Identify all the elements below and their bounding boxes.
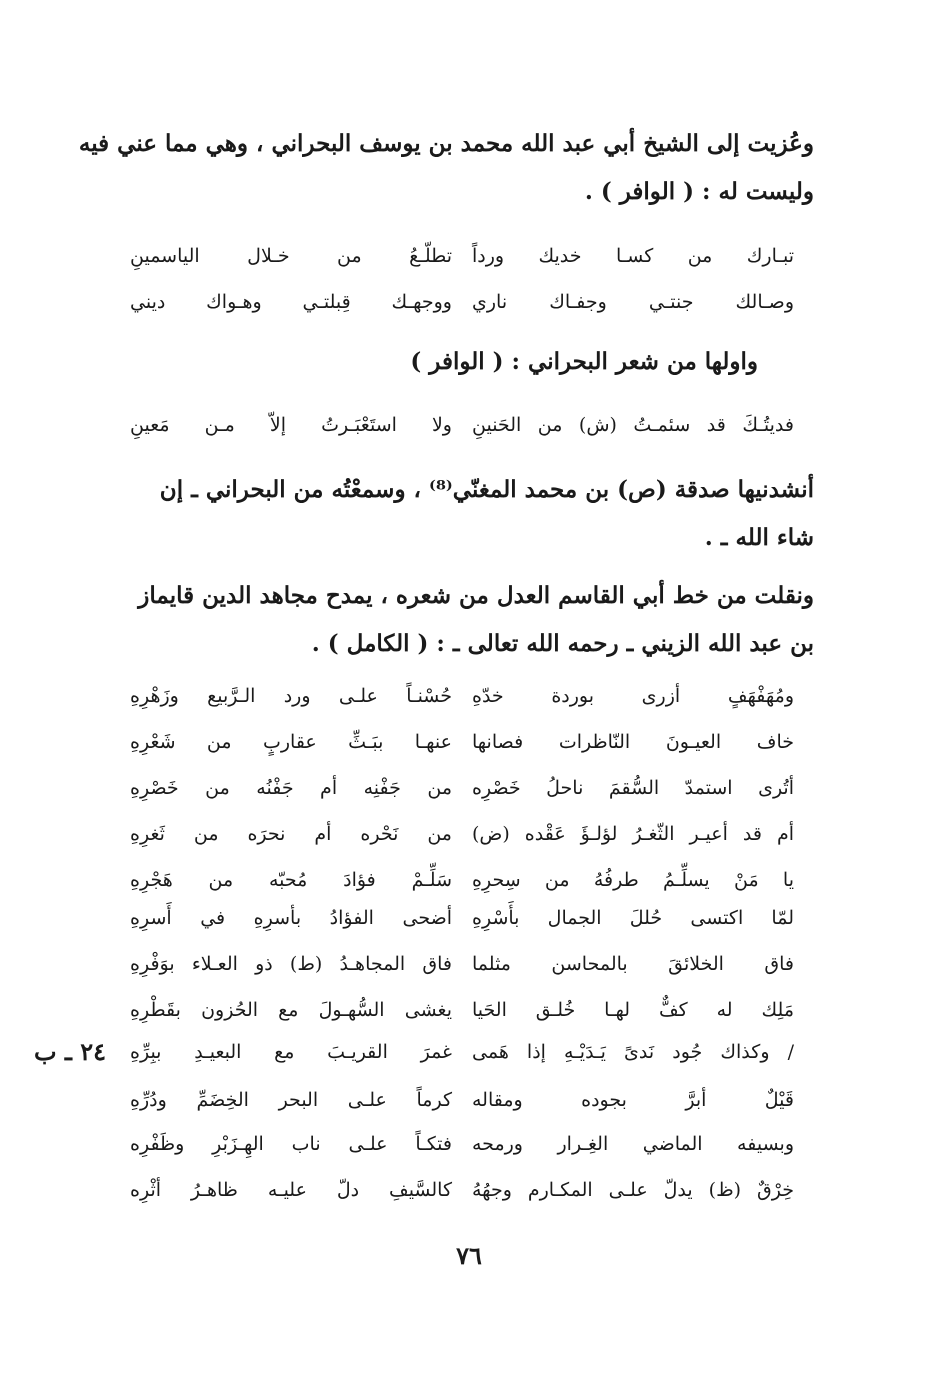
verse-line xyxy=(130,814,794,854)
verse-second-hemistich: فتكـاً علـى ناب الهِـزَبْرِ وظَفْرِه xyxy=(130,1133,452,1155)
verse-second-hemistich: سَلِّـمْ فؤادَ مُحبّه من هَجْرِهِ xyxy=(130,869,452,891)
verse-first-hemistich: يا مَنْ يسلِّـمُ طرفُهُ من سِحرِهِ xyxy=(472,869,794,891)
verse-line xyxy=(130,860,794,900)
verse-second-hemistich: من نَحْره أم نحرَه من ثَغرِهِ xyxy=(130,823,452,845)
verse-second-hemistich: حُسْنـاً علـى ورد الـرَّبيع وزَهْرِهِ xyxy=(130,685,452,707)
verse-first-hemistich: خِرْقٌ (ظ) يدلّ علـى المكـارم وجهُهُ xyxy=(472,1179,794,1201)
prose-line: شاء الله ـ . xyxy=(704,524,814,551)
verse-second-hemistich: كالسَّيفِ دلّ عليـه ظاهـرُ أثْرِه xyxy=(130,1179,452,1201)
verse-second-hemistich: يغشى السُّهـولَ مع الحُزون بقَطْرِهِ xyxy=(130,999,452,1021)
prose-line: بن عبد الله الزيني ـ رحمه الله تعالى ـ : ( الكامل ) . xyxy=(311,630,814,657)
verse-first-hemistich: لمّا اكتسى حُللَ الجمال بأَسْرِهِ xyxy=(472,907,794,929)
verse-second-hemistich: فاق المجاهـدُ (ط) ذو العـلاء بوَفْرِهِ xyxy=(130,953,452,975)
page-number: ٧٦ xyxy=(456,1241,482,1270)
verse-line xyxy=(130,676,794,716)
verse-second-hemistich: تطلّـعُ من خـلال الياسمينِ xyxy=(130,245,452,267)
verse-first-hemistich: أتُرى استمدّ السُّقمَ ناحلُ خَصْرِه xyxy=(472,777,794,799)
verse-line xyxy=(130,944,794,984)
prose-line: وعُزيت إلى الشيخ أبي عبد الله محمد بن يوسف البحراني ، وهي مما عني فيه xyxy=(78,130,814,157)
verse-second-hemistich: غمرَ القريـبَ مع البعيـدِ ببِرِّهِ xyxy=(130,1041,452,1063)
prose-line: ونقلت من خط أبي القاسم العدل من شعره ، يمدح مجاهد الدين قايماز xyxy=(138,582,814,609)
folio-margin-note: ٢٤ ـ ب xyxy=(33,1037,107,1066)
verse-first-hemistich: فديتُـكَ قد سئمـتُ (ش) من الحَنينِ xyxy=(472,414,794,436)
verse-second-hemistich: أضحى الفؤادُ بأسرِهِ في أَسرِهِ xyxy=(130,907,452,929)
verse-line xyxy=(130,768,794,808)
verse-line xyxy=(130,1124,794,1164)
verse-first-hemistich: مَلِك له كفٌّ لهـا خُلـق الحَيا xyxy=(472,999,794,1021)
verse-first-hemistich: ومُهَفْهَفٍ أزرى بوردة خدّهِ xyxy=(472,685,794,707)
verse-line xyxy=(130,1170,794,1210)
verse-second-hemistich: ولا استَعْبَـرتُ إلاّ مـن مَعينِ xyxy=(130,414,452,436)
verse-first-hemistich: تبـارك من كسـا خديك ورداً xyxy=(472,245,794,267)
verse-line xyxy=(130,236,794,276)
verse-line xyxy=(130,1080,794,1120)
intro-paragraph xyxy=(78,120,814,216)
prose-line: وليست له : ( الوافر ) . xyxy=(584,178,814,205)
verse-first-hemistich: قَيْلٌ أبرَّ بجوده ومقاله xyxy=(472,1089,794,1111)
verse-line xyxy=(130,282,794,322)
verse-first-hemistich: / وكذاك جُود نَدىً يَـدَيْـهِ إذا هَمى xyxy=(472,1041,794,1063)
verse-first-hemistich: وصـالك جنتـي وجفـاك ناري xyxy=(472,291,794,313)
verse-line xyxy=(130,1032,794,1072)
verse-second-hemistich: ووجهـك قِبلتـي وهـواك ديني xyxy=(130,291,452,313)
attribution-paragraph xyxy=(138,466,814,562)
section-heading: واولها من شعر البحراني : ( الوافر ) xyxy=(410,348,758,375)
verse-line xyxy=(130,898,794,938)
verse-first-hemistich: وبسيفه الماضي الغِـرار ورمحه xyxy=(472,1133,794,1155)
verse-first-hemistich: خاف العيـونَ النّاظرات فصانها xyxy=(472,731,794,753)
prose-line: أنشدنيها صدقة (ص) بن محمد المغنّي⁽⁸⁾ ، وسمعْتُه من البحراني ـ إن xyxy=(159,476,814,503)
verse-second-hemistich: عنهـا ببَـثِّ عقاربٍ من شَعْرِهِ xyxy=(130,731,452,753)
verse-line xyxy=(130,405,794,445)
verse-second-hemistich: كرماً علـى البحر الخِضَمِّ ودُرِّهِ xyxy=(130,1089,452,1111)
source-paragraph xyxy=(138,572,814,668)
verse-first-hemistich: فاق الخلائقَ بالمحاسن مثلما xyxy=(472,953,794,975)
verse-second-hemistich: من جَفْنِه أم جَفْنُه من خَصْرِهِ xyxy=(130,777,452,799)
verse-first-hemistich: أم قد أعيـر الثّغـرُ لؤلـؤَ عَقْده (ض) xyxy=(472,823,794,845)
verse-line xyxy=(130,990,794,1030)
verse-line xyxy=(130,722,794,762)
